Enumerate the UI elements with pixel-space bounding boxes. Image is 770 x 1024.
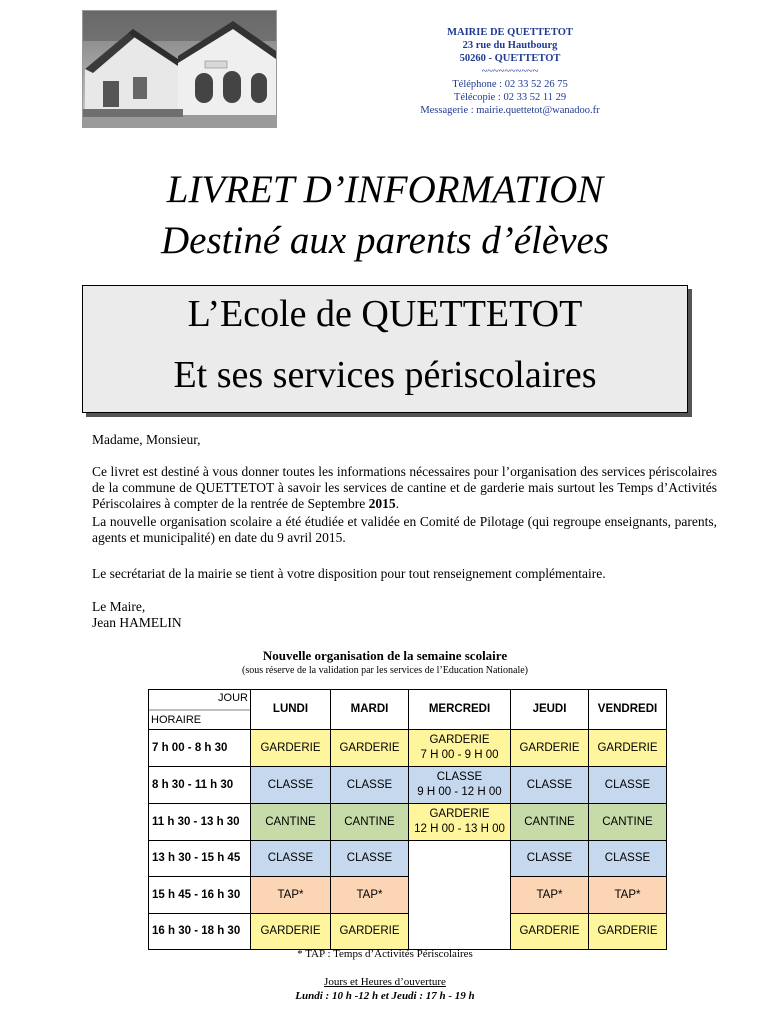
mairie-fax: Télécopie : 02 33 52 11 29 bbox=[453, 92, 567, 103]
corner-horaire: HORAIRE bbox=[151, 714, 202, 726]
day-header-lundi: LUNDI bbox=[251, 690, 331, 730]
mairie-name: MAIRIE DE QUETTETOT bbox=[447, 27, 573, 38]
table-row bbox=[149, 804, 667, 841]
opening-hours-title: Jours et Heures d’ouverture bbox=[324, 976, 446, 988]
greeting: Madame, Monsieur, bbox=[92, 432, 201, 447]
cell-mardi: CANTINE bbox=[331, 804, 409, 841]
cell-mercredi-hours: 9 H 00 - 12 H 00 bbox=[417, 786, 502, 798]
signature-role: Le Maire, bbox=[92, 599, 146, 614]
cell-lundi: CANTINE bbox=[251, 804, 331, 841]
day-header-mercredi: MERCREDI bbox=[409, 690, 511, 730]
cell-jeudi: TAP* bbox=[511, 877, 589, 914]
paragraph-3: Le secrétariat de la mairie se tient à votre disposition pour tout renseignement complémentaire. bbox=[92, 566, 606, 581]
cell-vendredi: CANTINE bbox=[589, 804, 667, 841]
cell-lundi: CLASSE bbox=[251, 841, 331, 877]
time-cell: 11 h 30 - 13 h 30 bbox=[149, 804, 251, 841]
cell-lundi: TAP* bbox=[251, 877, 331, 914]
cell-vendredi: CLASSE bbox=[589, 767, 667, 804]
cell-mardi: CLASSE bbox=[331, 767, 409, 804]
cell-mercredi bbox=[409, 804, 511, 841]
cell-lundi: CLASSE bbox=[251, 767, 331, 804]
cell-mercredi bbox=[409, 767, 511, 804]
cell-mercredi-empty bbox=[409, 841, 511, 950]
paragraph-1 bbox=[92, 464, 717, 512]
cell-vendredi: GARDERIE bbox=[589, 730, 667, 767]
cell-mercredi-label: GARDERIE bbox=[429, 808, 490, 820]
mairie-phone: Téléphone : 02 33 52 26 75 bbox=[452, 79, 568, 90]
corner-cell bbox=[149, 690, 251, 730]
opening-hours: Lundi : 10 h -12 h et Jeudi : 17 h - 19 h bbox=[295, 990, 475, 1002]
title-box bbox=[82, 285, 688, 413]
paragraph-2: La nouvelle organisation scolaire a été étudiée et validée en Comité de Pilotage (qui regroupe enseignants, parents, agents et municipalité) en date du 9 avril 2015. bbox=[92, 514, 717, 545]
cell-mercredi bbox=[409, 730, 511, 767]
table-row bbox=[149, 767, 667, 804]
cell-jeudi: CLASSE bbox=[511, 767, 589, 804]
cell-vendredi: CLASSE bbox=[589, 841, 667, 877]
signature-name: Jean HAMELIN bbox=[92, 615, 182, 630]
time-cell: 7 h 00 - 8 h 30 bbox=[149, 730, 251, 767]
mairie-email: Messagerie : mairie.quettetot@wanadoo.fr bbox=[420, 105, 600, 116]
time-cell: 15 h 45 - 16 h 30 bbox=[149, 877, 251, 914]
cell-mercredi-hours: 12 H 00 - 13 H 00 bbox=[414, 823, 505, 835]
cell-mardi: CLASSE bbox=[331, 841, 409, 877]
cell-mercredi-label: GARDERIE bbox=[429, 734, 490, 746]
table-row bbox=[149, 914, 667, 950]
table-row bbox=[149, 730, 667, 767]
cell-lundi: GARDERIE bbox=[251, 730, 331, 767]
cell-vendredi: TAP* bbox=[589, 877, 667, 914]
time-cell: 13 h 30 - 15 h 45 bbox=[149, 841, 251, 877]
box-title-line-2: Et ses services périscolaires bbox=[173, 354, 597, 396]
paragraph-1-text: Ce livret est destiné à vous donner toutes les informations nécessaires pour l’organisation des services périscolaires de la commune de QUETTETOT à savoir les services de cantine et de garderie mais surtout les Temps d’Activités Périscolaires à compter de la rentrée de Septembre bbox=[92, 464, 717, 511]
cell-mardi: GARDERIE bbox=[331, 730, 409, 767]
schedule-title: Nouvelle organisation de la semaine scolaire bbox=[262, 648, 508, 663]
tap-footnote: * TAP : Temps d’Activités Périscolaires bbox=[297, 948, 473, 960]
cell-mercredi-hours: 7 H 00 - 9 H 00 bbox=[420, 749, 499, 761]
cell-mardi: GARDERIE bbox=[331, 914, 409, 950]
day-header-jeudi: JEUDI bbox=[511, 690, 589, 730]
schedule-header-row bbox=[149, 690, 667, 730]
cell-jeudi: GARDERIE bbox=[511, 730, 589, 767]
mairie-address-block bbox=[380, 26, 640, 117]
time-cell: 16 h 30 - 18 h 30 bbox=[149, 914, 251, 950]
main-subtitle: Destiné aux parents d’élèves bbox=[161, 219, 609, 262]
box-title-line-1: L’Ecole de QUETTETOT bbox=[187, 293, 583, 335]
cell-jeudi: CANTINE bbox=[511, 804, 589, 841]
day-header-vendredi: VENDREDI bbox=[589, 690, 667, 730]
main-title: LIVRET D’INFORMATION bbox=[166, 168, 604, 211]
table-row bbox=[149, 841, 667, 877]
day-header-mardi: MARDI bbox=[331, 690, 409, 730]
cell-mardi: TAP* bbox=[331, 877, 409, 914]
corner-jour: JOUR bbox=[218, 692, 248, 704]
schedule-table bbox=[148, 689, 667, 950]
town-hall-image bbox=[83, 11, 277, 128]
paragraph-1-end: . bbox=[395, 496, 399, 511]
cell-vendredi: GARDERIE bbox=[589, 914, 667, 950]
table-row bbox=[149, 877, 667, 914]
mairie-photo bbox=[82, 10, 277, 128]
cell-jeudi: CLASSE bbox=[511, 841, 589, 877]
cell-jeudi: GARDERIE bbox=[511, 914, 589, 950]
mairie-city: 50260 - QUETTETOT bbox=[459, 53, 561, 64]
mairie-separator: ~~~~~~~~~~ bbox=[481, 66, 539, 77]
cell-lundi: GARDERIE bbox=[251, 914, 331, 950]
paragraph-1-year: 2015 bbox=[368, 496, 396, 511]
time-cell: 8 h 30 - 11 h 30 bbox=[149, 767, 251, 804]
cell-mercredi-label: CLASSE bbox=[436, 771, 483, 783]
mairie-street: 23 rue du Hautbourg bbox=[462, 40, 558, 51]
schedule-subtitle: (sous réserve de la validation par les services de l’Education Nationale) bbox=[241, 665, 528, 676]
